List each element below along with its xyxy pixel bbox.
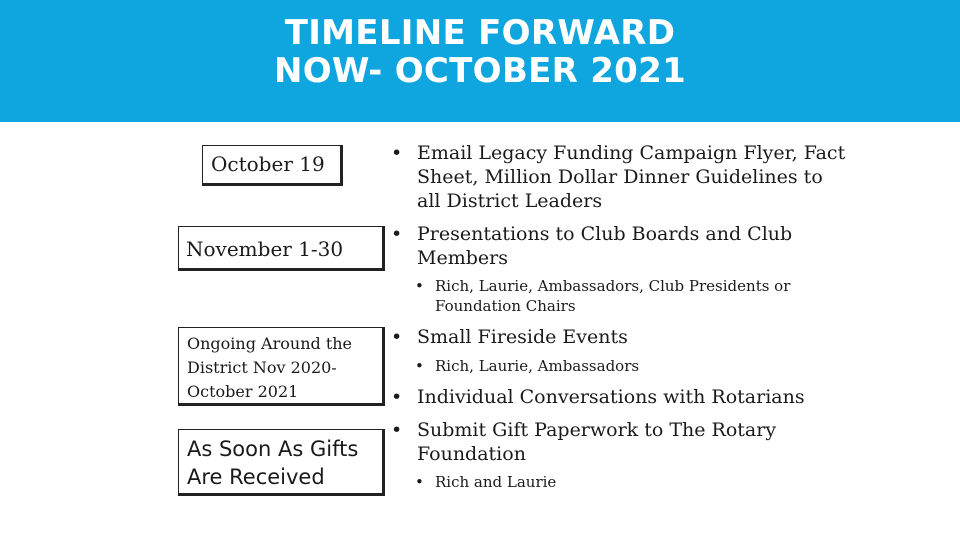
bullet-marker: • — [415, 473, 424, 491]
date-box-october-19: October 19 — [202, 145, 343, 186]
bullet-marker: • — [415, 277, 424, 295]
bullet-fireside-events — [391, 325, 851, 349]
sub-bullet-presenters — [415, 276, 855, 316]
bullet-text: Small Fireside Events — [417, 326, 628, 348]
date-box-ongoing: Ongoing Around the District Nov 2020- October 2021 — [178, 327, 385, 406]
bullet-email-flyer — [391, 141, 851, 213]
bullet-submit-paperwork — [391, 418, 851, 466]
bullet-text: Submit Gift Paperwork to The Rotary Foundation — [417, 419, 777, 465]
bullet-text: Presentations to Club Boards and Club Members — [417, 223, 793, 269]
bullet-marker: • — [391, 326, 403, 348]
sub-bullet-fireside-hosts — [415, 356, 855, 376]
bullet-marker: • — [391, 223, 403, 245]
bullet-marker: • — [391, 419, 403, 441]
sub-bullet-submitters — [415, 472, 855, 492]
bullet-marker: • — [391, 142, 403, 164]
bullet-text: Rich, Laurie, Ambassadors, Club Presidents or Foundation Chairs — [435, 277, 791, 315]
title-banner — [0, 0, 960, 122]
bullet-text: Rich and Laurie — [435, 473, 557, 491]
date-box-november: November 1-30 — [178, 226, 385, 271]
bullet-presentations — [391, 222, 851, 270]
bullet-text: Email Legacy Funding Campaign Flyer, Fact Sheet, Million Dollar Dinner Guidelines to all District Leaders — [417, 142, 846, 212]
title-line-2: NOW- OCTOBER 2021 — [273, 51, 687, 91]
bullet-marker: • — [391, 386, 403, 408]
date-box-gifts-received: As Soon As Gifts Are Received — [178, 429, 385, 496]
title-line-1: TIMELINE FORWARD — [284, 13, 676, 53]
bullet-conversations — [391, 385, 861, 409]
bullet-text: Rich, Laurie, Ambassadors — [435, 357, 640, 375]
bullet-text: Individual Conversations with Rotarians — [417, 386, 805, 408]
bullet-marker: • — [415, 357, 424, 375]
